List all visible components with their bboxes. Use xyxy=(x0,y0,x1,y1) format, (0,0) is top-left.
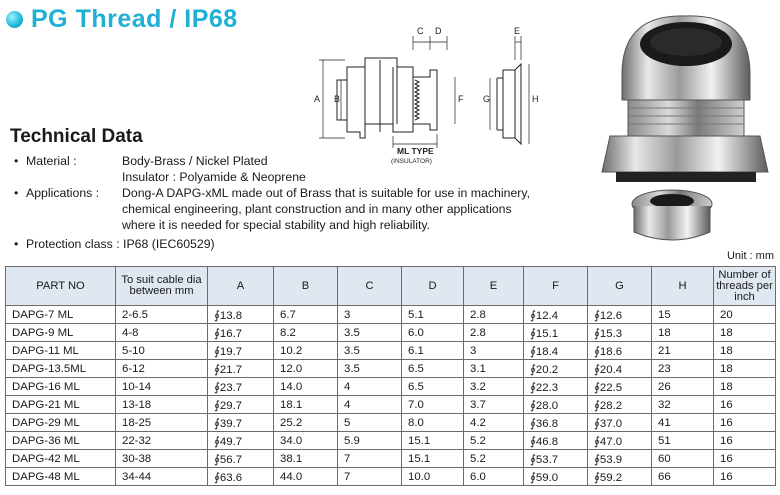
table-cell: 34.0 xyxy=(274,432,338,450)
dim-label-f: F xyxy=(458,94,464,104)
table-cell: 12.0 xyxy=(274,360,338,378)
table-cell: 16 xyxy=(714,414,776,432)
table-cell: ∮22.3 xyxy=(524,378,588,396)
ml-type-label: ML TYPE xyxy=(397,146,434,156)
dim-label-a: A xyxy=(314,94,321,104)
table-cell: ∮28.2 xyxy=(588,396,652,414)
table-cell: ∮29.7 xyxy=(208,396,274,414)
table-cell: 18 xyxy=(652,324,714,342)
table-cell: ∮63.6 xyxy=(208,468,274,486)
table-cell: ∮15.1 xyxy=(524,324,588,342)
part-no-cell: DAPG-11 ML xyxy=(6,342,116,360)
table-row xyxy=(6,432,776,450)
part-no-cell: DAPG-9 ML xyxy=(6,324,116,342)
col-header: B xyxy=(274,267,338,306)
col-header: Number of threads per inch xyxy=(714,267,776,306)
table-cell: 2.8 xyxy=(464,306,524,324)
table-cell: 6.0 xyxy=(464,468,524,486)
table-cell: ∮59.0 xyxy=(524,468,588,486)
technical-drawing xyxy=(305,20,560,170)
dim-label-h: H xyxy=(532,94,539,104)
table-cell: ∮18.6 xyxy=(588,342,652,360)
table-row xyxy=(6,468,776,486)
table-cell: 3.1 xyxy=(464,360,524,378)
table-cell: ∮23.7 xyxy=(208,378,274,396)
table-cell: 5.2 xyxy=(464,450,524,468)
protection-row: • Protection class : IP68 (IEC60529) xyxy=(14,237,215,251)
table-cell: 6.0 xyxy=(402,324,464,342)
table-cell: 26 xyxy=(652,378,714,396)
dim-label-d: D xyxy=(435,26,442,36)
table-header-row xyxy=(6,267,776,306)
technical-data-heading: Technical Data xyxy=(10,126,143,147)
col-header: D xyxy=(402,267,464,306)
col-header: G xyxy=(588,267,652,306)
table-cell: 18 xyxy=(714,342,776,360)
technical-specs xyxy=(14,153,574,252)
table-cell: 38.1 xyxy=(274,450,338,468)
col-header: A xyxy=(208,267,274,306)
table-row xyxy=(6,378,776,396)
part-no-cell: DAPG-29 ML xyxy=(6,414,116,432)
table-cell: ∮18.4 xyxy=(524,342,588,360)
table-cell: 18 xyxy=(714,378,776,396)
table-cell: 3.5 xyxy=(338,360,402,378)
table-cell: ∮15.3 xyxy=(588,324,652,342)
table-cell: 2-6.5 xyxy=(116,306,208,324)
table-cell: 23 xyxy=(652,360,714,378)
table-cell: 41 xyxy=(652,414,714,432)
table-cell: 16 xyxy=(714,396,776,414)
col-header: To suit cable dia between mm xyxy=(116,267,208,306)
table-cell: 8.2 xyxy=(274,324,338,342)
insulator-label: (INSULATOR) xyxy=(391,158,432,165)
table-cell: 5 xyxy=(338,414,402,432)
table-body xyxy=(6,306,776,486)
protection-class: Protection class : IP68 (IEC60529) xyxy=(26,237,215,251)
table-cell: 15.1 xyxy=(402,432,464,450)
table-row xyxy=(6,306,776,324)
table-cell: 21 xyxy=(652,342,714,360)
dim-label-g: G xyxy=(483,94,491,104)
table-cell: 5-10 xyxy=(116,342,208,360)
table-cell: 60 xyxy=(652,450,714,468)
table-cell: 30-38 xyxy=(116,450,208,468)
table-cell: 4.2 xyxy=(464,414,524,432)
table-cell: 3.5 xyxy=(338,342,402,360)
table-cell: ∮12.6 xyxy=(588,306,652,324)
col-header: PART NO xyxy=(6,267,116,306)
table-cell: 25.2 xyxy=(274,414,338,432)
table-cell: 7 xyxy=(338,468,402,486)
table-cell: ∮20.4 xyxy=(588,360,652,378)
table-cell: 66 xyxy=(652,468,714,486)
table-cell: ∮21.7 xyxy=(208,360,274,378)
table-cell: 8.0 xyxy=(402,414,464,432)
table-cell: 5.2 xyxy=(464,432,524,450)
table-cell: ∮22.5 xyxy=(588,378,652,396)
table-cell: 10.0 xyxy=(402,468,464,486)
table-cell: 34-44 xyxy=(116,468,208,486)
table-cell: 6.7 xyxy=(274,306,338,324)
dim-label-b: B xyxy=(334,94,341,104)
table-cell: 13-18 xyxy=(116,396,208,414)
page-title: PG Thread / IP68 xyxy=(31,4,238,33)
applications-line: chemical engineering, plant construction and in many other applications xyxy=(122,202,512,216)
applications-line: where it is needed for special stability and high reliability. xyxy=(122,218,431,232)
table-cell: 2.8 xyxy=(464,324,524,342)
table-cell: ∮13.8 xyxy=(208,306,274,324)
part-no-cell: DAPG-16 ML xyxy=(6,378,116,396)
table-cell: ∮59.2 xyxy=(588,468,652,486)
part-no-cell: DAPG-7 ML xyxy=(6,306,116,324)
table-cell: ∮19.7 xyxy=(208,342,274,360)
table-cell: 44.0 xyxy=(274,468,338,486)
table-cell: ∮46.8 xyxy=(524,432,588,450)
material-label: Material : xyxy=(26,154,77,168)
spec-table xyxy=(5,266,776,486)
applications-row: • Applications : Dong-A DAPG-xML made out of Brass that is suitable for use in machinery, chemical engineering, plant construction and in many other applications where it is needed for special stability and high reliability. xyxy=(14,185,574,233)
table-cell: 7 xyxy=(338,450,402,468)
table-row xyxy=(6,342,776,360)
table-cell: 3.2 xyxy=(464,378,524,396)
applications-label: Applications : xyxy=(26,186,100,200)
table-cell: 6.5 xyxy=(402,378,464,396)
table-cell: ∮53.7 xyxy=(524,450,588,468)
col-header: C xyxy=(338,267,402,306)
table-cell: 16 xyxy=(714,450,776,468)
table-row xyxy=(6,396,776,414)
table-cell: ∮20.2 xyxy=(524,360,588,378)
table-cell: 32 xyxy=(652,396,714,414)
table-cell: 7.0 xyxy=(402,396,464,414)
dim-label-c: C xyxy=(417,26,424,36)
table-cell: ∮28.0 xyxy=(524,396,588,414)
col-header: E xyxy=(464,267,524,306)
table-cell: 4 xyxy=(338,378,402,396)
table-row xyxy=(6,324,776,342)
title-bar xyxy=(6,4,238,34)
table-cell: 5.1 xyxy=(402,306,464,324)
table-cell: 3 xyxy=(338,306,402,324)
table-cell: 18.1 xyxy=(274,396,338,414)
part-no-cell: DAPG-36 ML xyxy=(6,432,116,450)
table-cell: 15 xyxy=(652,306,714,324)
table-row xyxy=(6,450,776,468)
col-header: H xyxy=(652,267,714,306)
table-cell: 6.1 xyxy=(402,342,464,360)
table-cell: 15.1 xyxy=(402,450,464,468)
table-row xyxy=(6,360,776,378)
table-cell: 4-8 xyxy=(116,324,208,342)
col-header: F xyxy=(524,267,588,306)
table-cell: 22-32 xyxy=(116,432,208,450)
table-cell: ∮49.7 xyxy=(208,432,274,450)
part-no-cell: DAPG-48 ML xyxy=(6,468,116,486)
table-cell: 4 xyxy=(338,396,402,414)
part-no-cell: DAPG-21 ML xyxy=(6,396,116,414)
table-cell: ∮56.7 xyxy=(208,450,274,468)
table-cell: ∮39.7 xyxy=(208,414,274,432)
table-cell: 18 xyxy=(714,360,776,378)
table-cell: 14.0 xyxy=(274,378,338,396)
table-cell: ∮16.7 xyxy=(208,324,274,342)
table-cell: 5.9 xyxy=(338,432,402,450)
table-cell: 20 xyxy=(714,306,776,324)
unit-note: Unit : mm xyxy=(726,250,774,262)
table-cell: 6-12 xyxy=(116,360,208,378)
part-no-cell: DAPG-13.5ML xyxy=(6,360,116,378)
dim-label-e: E xyxy=(514,26,521,36)
table-cell: 10.2 xyxy=(274,342,338,360)
table-row xyxy=(6,414,776,432)
part-no-cell: DAPG-42 ML xyxy=(6,450,116,468)
table-cell: ∮37.0 xyxy=(588,414,652,432)
material-line: Insulator : Polyamide & Neoprene xyxy=(122,170,306,184)
table-cell: 18-25 xyxy=(116,414,208,432)
table-cell: 3 xyxy=(464,342,524,360)
material-row: • Material : Body-Brass / Nickel Plated Insulator : Polyamide & Neoprene xyxy=(14,153,574,185)
table-cell: 6.5 xyxy=(402,360,464,378)
table-cell: 10-14 xyxy=(116,378,208,396)
table-cell: ∮53.9 xyxy=(588,450,652,468)
table-cell: 16 xyxy=(714,432,776,450)
cable-gland-photo xyxy=(592,4,778,246)
table-cell: 3.5 xyxy=(338,324,402,342)
table-cell: 16 xyxy=(714,468,776,486)
table-cell: 51 xyxy=(652,432,714,450)
material-line: Body-Brass / Nickel Plated xyxy=(122,154,268,168)
table-cell: ∮12.4 xyxy=(524,306,588,324)
table-cell: 18 xyxy=(714,324,776,342)
table-cell: ∮47.0 xyxy=(588,432,652,450)
bullet-dot-icon xyxy=(6,11,23,28)
table-cell: ∮36.8 xyxy=(524,414,588,432)
applications-line: Dong-A DAPG-xML made out of Brass that is suitable for use in machinery, xyxy=(122,186,531,200)
table-cell: 3.7 xyxy=(464,396,524,414)
